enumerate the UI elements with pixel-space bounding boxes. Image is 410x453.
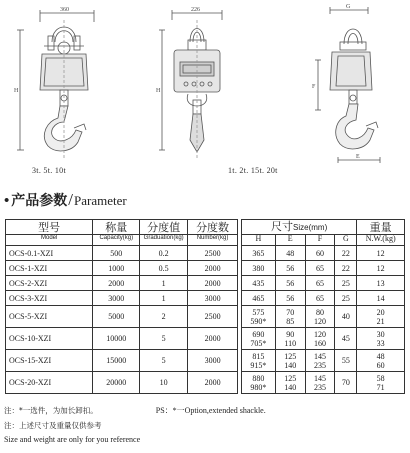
table-row	[242, 306, 405, 328]
table-cell: 45	[335, 328, 357, 350]
table-cell: 40	[335, 306, 357, 328]
table-cell: OCS-2-XZI	[6, 276, 93, 291]
dim-h-label-mid: H	[156, 88, 161, 94]
table-cell: 10000	[93, 328, 140, 350]
header-graduation-en: Graduation(kg)	[140, 235, 188, 246]
table-cell: 5	[140, 328, 188, 350]
table-cell: 65	[305, 261, 335, 276]
header-model-cn: 型号	[6, 220, 93, 235]
note-line-2	[4, 420, 408, 435]
spec-table-left-body	[6, 246, 238, 394]
table-cell: 56	[275, 276, 305, 291]
table-cell: 20000	[93, 372, 140, 394]
dim-360-label: 360	[60, 7, 69, 13]
dim-f-label: F	[312, 84, 316, 90]
table-cell: 2000	[93, 276, 140, 291]
table-cell: 880 980*	[242, 372, 276, 394]
table-cell: 90 110	[275, 328, 305, 350]
table-row	[6, 261, 238, 276]
table-cell: 56	[275, 261, 305, 276]
header-weight-cn: 重量	[357, 220, 405, 235]
table-row	[6, 328, 238, 350]
table-cell: 145 235	[305, 350, 335, 372]
table-cell: 2500	[188, 306, 238, 328]
table-row	[242, 291, 405, 306]
spec-table-right	[241, 219, 405, 394]
notes	[4, 405, 408, 450]
table-cell: 1	[140, 276, 188, 291]
table-cell: 435	[242, 276, 276, 291]
table-cell: 48 60	[357, 350, 405, 372]
table-row	[6, 276, 238, 291]
header-graduation-cn: 分度值	[140, 220, 188, 235]
table-row	[6, 350, 238, 372]
table-cell: 70	[335, 372, 357, 394]
note-reference-en: Size and weight are only for you reference	[4, 435, 141, 444]
section-title-cn: 产品参数	[11, 193, 68, 209]
table-row	[242, 350, 405, 372]
header-model-en: Model	[6, 235, 93, 246]
table-row	[242, 276, 405, 291]
table-cell: 58 71	[357, 372, 405, 394]
table-cell: 1000	[93, 261, 140, 276]
table-cell: 3000	[93, 291, 140, 306]
spec-table-left	[5, 219, 238, 394]
table-cell: 56	[275, 291, 305, 306]
table-cell: 12	[357, 246, 405, 261]
header-f: F	[305, 235, 335, 246]
caption-left-models: 3t. 5t. 10t	[32, 166, 66, 175]
header-size-unit: Size(mm)	[293, 223, 328, 232]
table-cell: OCS-0.1-XZI	[6, 246, 93, 261]
table-cell: 3000	[188, 350, 238, 372]
table-cell: 30 33	[357, 328, 405, 350]
header-weight-en: N.W.(kg)	[357, 235, 405, 246]
table-cell: 465	[242, 291, 276, 306]
table-cell: 5000	[93, 306, 140, 328]
table-cell: 10	[140, 372, 188, 394]
table-cell: 20 21	[357, 306, 405, 328]
table-row	[6, 306, 238, 328]
table-cell: OCS-5-XZI	[6, 306, 93, 328]
table-cell: 48	[275, 246, 305, 261]
table-cell: 2000	[188, 328, 238, 350]
table-row	[6, 291, 238, 306]
note-option-cn: 注：*一选件，为加长卸扣。	[4, 406, 98, 415]
table-cell: 65	[305, 276, 335, 291]
table-cell: OCS-3-XZI	[6, 291, 93, 306]
table-cell: 2000	[188, 276, 238, 291]
header-capacity-cn: 称量	[93, 220, 140, 235]
dim-g-label: G	[346, 4, 351, 10]
note-line-3	[4, 435, 408, 450]
table-cell: 22	[335, 246, 357, 261]
header-number-en: Number(kg)	[188, 235, 238, 246]
side-view-drawing	[159, 10, 222, 158]
table-cell: 2	[140, 306, 188, 328]
header-number-cn: 分度数	[188, 220, 238, 235]
note-reference-cn: 注：上述尺寸及重量仅供参考	[4, 421, 102, 430]
dim-e-label: E	[356, 154, 360, 160]
table-row	[6, 246, 238, 261]
dim-h-label-left: H	[14, 88, 19, 94]
table-cell: 2000	[188, 372, 238, 394]
table-cell: 365	[242, 246, 276, 261]
table-cell: 5	[140, 350, 188, 372]
table-cell: 120 160	[305, 328, 335, 350]
section-title-en: Parameter	[74, 193, 127, 208]
table-cell: 25	[335, 276, 357, 291]
bullet-icon: •	[4, 193, 10, 209]
table-row	[242, 372, 405, 394]
table-cell: 25	[335, 291, 357, 306]
table-row	[242, 246, 405, 261]
table-cell: 380	[242, 261, 276, 276]
table-cell: 55	[335, 350, 357, 372]
table-cell: 0.2	[140, 246, 188, 261]
table-row	[6, 372, 238, 394]
table-cell: 690 705*	[242, 328, 276, 350]
product-drawings	[0, 0, 410, 185]
header-h: H	[242, 235, 276, 246]
dim-226-label: 226	[191, 7, 200, 13]
header-size	[242, 220, 357, 235]
caption-right-models: 1t. 2t. 15t. 20t	[228, 166, 278, 175]
table-cell: 500	[93, 246, 140, 261]
front-view-drawing	[17, 10, 94, 158]
table-cell: OCS-15-XZI	[6, 350, 93, 372]
table-cell: 2500	[188, 246, 238, 261]
table-cell: 80 120	[305, 306, 335, 328]
table-cell: 145 235	[305, 372, 335, 394]
note-option-en: PS：*一Option,extended shackle.	[155, 406, 266, 415]
table-cell: 0.5	[140, 261, 188, 276]
table-cell: OCS-20-XZI	[6, 372, 93, 394]
header-size-cn: 尺寸	[271, 220, 294, 233]
table-cell: 575 590*	[242, 306, 276, 328]
table-cell: 125 140	[275, 350, 305, 372]
spec-table-right-body	[242, 246, 405, 394]
table-cell: 70 85	[275, 306, 305, 328]
table-cell: 2000	[188, 261, 238, 276]
table-cell: 15000	[93, 350, 140, 372]
table-cell: 815 915*	[242, 350, 276, 372]
table-cell: 14	[357, 291, 405, 306]
header-e: E	[275, 235, 305, 246]
table-row	[242, 328, 405, 350]
table-cell: 12	[357, 261, 405, 276]
table-cell: 22	[335, 261, 357, 276]
header-g: G	[335, 235, 357, 246]
table-cell: 13	[357, 276, 405, 291]
section-title	[4, 190, 127, 210]
table-cell: 65	[305, 291, 335, 306]
note-line-1	[4, 405, 408, 420]
table-cell: OCS-10-XZI	[6, 328, 93, 350]
section-title-slash: /	[68, 190, 73, 209]
table-cell: 1	[140, 291, 188, 306]
table-cell: 60	[305, 246, 335, 261]
table-cell: 125 140	[275, 372, 305, 394]
table-cell: OCS-1-XZI	[6, 261, 93, 276]
table-cell: 3000	[188, 291, 238, 306]
header-capacity-en: Capacity(kg)	[93, 235, 140, 246]
table-row	[242, 261, 405, 276]
right-view-drawing	[315, 7, 380, 163]
